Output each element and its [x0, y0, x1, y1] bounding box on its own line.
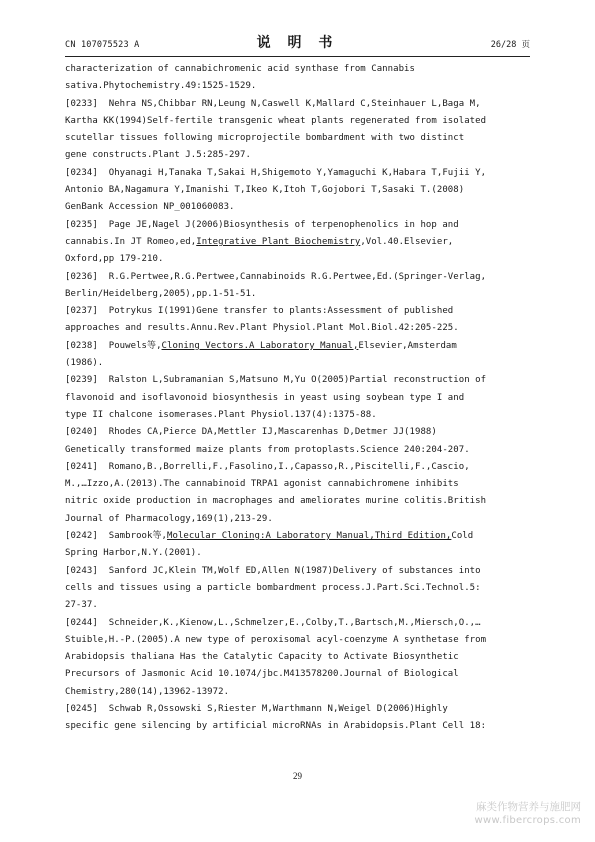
text-line — [65, 217, 533, 234]
text-segment: Stuible,H.-P.(2005).A new type of peroxisomal acyl-coenzyme A synthetase from — [65, 634, 487, 645]
text-line — [65, 701, 533, 718]
text-line — [65, 61, 533, 78]
text-line — [65, 615, 533, 632]
text-segment: specific gene silencing by artificial microRNAs in Arabidopsis.Plant Cell 18: — [65, 721, 487, 732]
underlined-title: Molecular Cloning:A Laboratory Manual,Third Edition, — [167, 531, 452, 542]
text-segment: [0239] Ralston L,Subramanian S,Matsuno M,Yu O(2005)Partial reconstruction of — [65, 375, 487, 386]
text-line — [65, 459, 533, 476]
text-line — [65, 493, 533, 510]
document-title: 说 明 书 — [256, 35, 339, 51]
text-segment: Genetically transformed maize plants from protoplasts.Science 240:204-207. — [65, 444, 470, 455]
text-segment: Precursors of Jasmonic Acid 10.1074/jbc.M413578200.Journal of Biological — [65, 669, 459, 680]
text-line — [65, 597, 533, 614]
watermark-url: www.fibercrops.com — [474, 815, 581, 826]
page-of-total: 26/28 页 — [490, 40, 530, 50]
text-segment: M.,…Izzo,A.(2013).The cannabinoid TRPA1 agonist cannabichromene inhibits — [65, 479, 459, 490]
text-line — [65, 511, 533, 528]
text-segment: [0235] Page JE,Nagel J(2006)Biosynthesis of terpenophenolics in hop and — [65, 219, 459, 230]
underlined-title: Cloning Vectors.A Laboratory Manual, — [161, 340, 359, 351]
text-segment: Berlin/Heidelberg,2005),pp.1-51-51. — [65, 288, 257, 299]
text-segment: approaches and results.Annu.Rev.Plant Physiol.Plant Mol.Biol.42:205-225. — [65, 323, 459, 334]
watermark — [475, 801, 582, 827]
text-line — [65, 632, 533, 649]
text-segment: Antonio BA,Nagamura Y,Imanishi T,Ikeo K,Itoh T,Gojobori T,Sasaki T.(2008) — [65, 185, 465, 196]
text-line — [65, 199, 533, 216]
text-segment: [0234] Ohyanagi H,Tanaka T,Sakai H,Shigemoto Y,Yamaguchi K,Habara T,Fujii Y, — [65, 167, 487, 178]
text-line — [65, 390, 533, 407]
text-line — [65, 355, 533, 372]
text-segment: flavonoid and isoflavonoid biosynthesis in yeast using soybean type I and — [65, 392, 465, 403]
text-segment: type II chalcone isomerases.Plant Physiol.137(4):1375-88. — [65, 409, 377, 420]
watermark-site-name: 麻类作物营养与施肥网 — [476, 801, 581, 813]
text-line — [65, 251, 533, 268]
text-line — [65, 234, 533, 251]
text-segment: [0244] Schneider,K.,Kienow,L.,Schmelzer,E.,Colby,T.,Bartsch,M.,Miersch,O.,… — [65, 617, 481, 628]
text-segment: [0242] Sambrook等, — [65, 531, 168, 542]
text-segment: GenBank Accession NP_001060083. — [65, 202, 235, 213]
text-segment: Chemistry,280(14),13962-13972. — [65, 686, 230, 697]
text-segment: scutellar tissues following microprojectile bombardment with two distinct — [65, 133, 465, 144]
text-segment: gene constructs.Plant J.5:285-297. — [65, 150, 251, 161]
text-line — [65, 545, 533, 562]
text-segment: Elsevier,Amsterdam — [358, 340, 457, 351]
text-line — [65, 372, 533, 389]
text-segment: Journal of Pharmacology,169(1),213-29. — [65, 513, 273, 524]
text-segment: Cold — [451, 531, 474, 542]
text-segment: (1986). — [65, 358, 104, 369]
text-line — [65, 666, 533, 683]
text-segment: [0237] Potrykus I(1991)Gene transfer to plants:Assessment of published — [65, 306, 454, 317]
text-segment: [0236] R.G.Pertwee,R.G.Pertwee,Cannabinoids R.G.Pertwee,Ed.(Springer-Verlag, — [65, 271, 487, 282]
text-line — [65, 130, 533, 147]
text-segment: 27-37. — [65, 600, 98, 611]
text-segment: [0245] Schwab R,Ossowski S,Riester M,Warthmann N,Weigel D(2006)Highly — [65, 703, 448, 714]
text-line — [65, 113, 533, 130]
text-line — [65, 338, 533, 355]
text-segment: nitric oxide production in macrophages and ameliorates murine colitis.British — [65, 496, 487, 507]
text-segment: [0241] Romano,B.,Borrelli,F.,Fasolino,I.,Capasso,R.,Piscitelli,F.,Cascio, — [65, 461, 470, 472]
text-line — [65, 96, 533, 113]
text-line — [65, 320, 533, 337]
text-line — [65, 528, 533, 545]
text-segment: [0233] Nehra NS,Chibbar RN,Leung N,Caswell K,Mallard C,Steinhauer L,Baga M, — [65, 98, 481, 109]
reference-list — [65, 61, 533, 736]
text-segment: [0238] Pouwels等, — [65, 340, 162, 351]
publication-number: CN 107075523 A — [65, 40, 140, 50]
text-line — [65, 476, 533, 493]
text-line — [65, 407, 533, 424]
text-segment: sativa.Phytochemistry.49:1525-1529. — [65, 81, 257, 92]
underlined-title: Integrative Plant Biochemistry — [196, 236, 361, 247]
text-line — [65, 580, 533, 597]
text-line — [65, 286, 533, 303]
text-segment: characterization of cannabichromenic acid synthase from Cannabis — [65, 64, 415, 74]
text-line — [65, 424, 533, 441]
text-segment: [0243] Sanford JC,Klein TM,Wolf ED,Allen N(1987)Delivery of substances into — [65, 565, 481, 576]
text-segment: [0240] Rhodes CA,Pierce DA,Mettler IJ,Mascarenhas D,Detmer JJ(1988) — [65, 427, 437, 438]
text-segment: ,Vol.40.Elsevier, — [360, 236, 454, 247]
text-line — [65, 563, 533, 580]
text-line — [65, 78, 533, 95]
text-segment: Spring Harbor,N.Y.(2001). — [65, 548, 202, 559]
text-line — [65, 649, 533, 666]
text-line — [65, 718, 533, 735]
text-line — [65, 182, 533, 199]
text-line — [65, 147, 533, 164]
text-segment: Arabidopsis thaliana Has the Catalytic Capacity to Activate Biosynthetic — [65, 652, 459, 663]
text-segment: cannabis.In JT Romeo,ed, — [65, 236, 197, 247]
text-segment: Oxford,pp 179-210. — [65, 254, 164, 265]
text-line — [65, 165, 533, 182]
text-line — [65, 684, 533, 701]
text-line — [65, 269, 533, 286]
text-segment: Kartha KK(1994)Self-fertile transgenic wheat plants regenerated from isolated — [65, 115, 487, 126]
text-line — [65, 303, 533, 320]
text-line — [65, 442, 533, 459]
text-segment: cells and tissues using a particle bombardment process.J.Part.Sci.Technol.5: — [65, 582, 481, 593]
page-header — [65, 30, 530, 57]
page-number: 29 — [293, 771, 302, 781]
